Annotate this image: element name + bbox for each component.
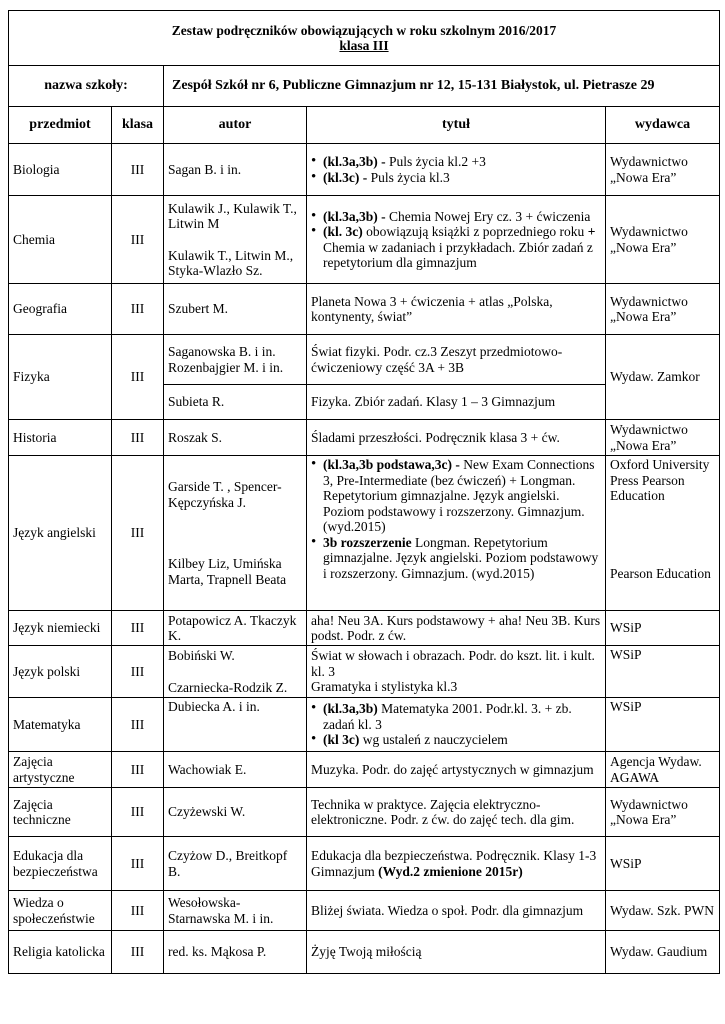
book-title: Świat w słowach i obrazach. Podr. do kszt. lit. i kult. kl. 3 <box>311 648 595 679</box>
class-cell: III <box>112 931 164 974</box>
subject-cell: Zajęcia artystyczne <box>9 752 112 788</box>
list-item <box>311 224 601 271</box>
table-row <box>9 196 720 284</box>
author-cell: Subieta R. <box>164 385 307 420</box>
header-subject: przedmiot <box>9 107 112 144</box>
table-row <box>9 752 720 788</box>
publisher-cell: Wydaw. Szk. PWN <box>606 891 720 931</box>
title-line-1: Zestaw podręczników obowiązujących w roku szkolnym 2016/2017 <box>171 22 557 38</box>
publisher-cell <box>606 456 720 611</box>
book-title: wg ustaleń z nauczycielem <box>359 732 508 748</box>
subject-cell: Historia <box>9 420 112 456</box>
plus-sign: + <box>587 224 596 239</box>
class-cell: III <box>112 335 164 420</box>
author-2: Kilbey Liz, Umińska Marta, Trapnell Beata <box>168 556 287 587</box>
book-title: Edukacja dla bezpieczeństwa. Podręcznik. Klasy 1-3 Gimnazjum <box>311 848 597 879</box>
table-row <box>9 646 720 698</box>
title-line-2: klasa III <box>339 38 389 53</box>
publisher-cell: WSiP <box>606 698 720 752</box>
class-cell: III <box>112 891 164 931</box>
subject-cell: Geografia <box>9 284 112 335</box>
author-1: Bobiński W. <box>168 648 235 663</box>
table-row <box>9 698 720 752</box>
publisher-cell: WSiP <box>606 646 720 698</box>
author-cell: Czyżewski W. <box>164 788 307 837</box>
author-2: Kulawik T., Litwin M., Styka-Wlazło Sz. <box>168 247 294 278</box>
author-cell <box>164 196 307 284</box>
class-cell: III <box>112 752 164 788</box>
subject-cell: Religia katolicka <box>9 931 112 974</box>
author-cell: Roszak S. <box>164 420 307 456</box>
publisher-1: Oxford University Press Pearson Education <box>610 457 710 503</box>
author-cell: Sagan B. i in. <box>164 144 307 196</box>
title-cell: Świat fizyki. Podr. cz.3 Zeszyt przedmiotowo- ćwiczeniowy część 3A + 3B <box>307 335 606 385</box>
author-1: Kulawik J., Kulawik T., Litwin M <box>168 200 297 231</box>
class-group-label: (kl.3a,3b) - <box>323 154 386 169</box>
publisher-cell: Wydawnictwo „Nowa Era” <box>606 284 720 335</box>
title-cell: Bliżej świata. Wiedza o społ. Podr. dla gimnazjum <box>307 891 606 931</box>
school-name: Zespół Szkół nr 6, Publiczne Gimnazjum nr 12, 15-131 Białystok, ul. Pietrasze 29 <box>164 66 720 107</box>
author-cell: Saganowska B. i in. Rozenbajgier M. i in. <box>164 335 307 385</box>
document-title <box>9 11 720 66</box>
book-title: Gramatyka i stylistyka kl.3 <box>311 679 458 695</box>
header-title: tytuł <box>307 107 606 144</box>
class-cell: III <box>112 144 164 196</box>
author-2: Czarniecka-Rodzik Z. <box>168 679 288 695</box>
title-cell: Technika w praktyce. Zajęcia elektryczno- elektroniczne. Podr. z ćw. do zajęć tech. dla gim. <box>307 788 606 837</box>
publisher-cell: Wydaw. Zamkor <box>606 335 720 420</box>
publisher-cell: Wydawnictwo „Nowa Era” <box>606 420 720 456</box>
author-cell: Czyżow D., Breitkopf B. <box>164 837 307 891</box>
author-cell: Wesołowska- Starnawska M. i in. <box>164 891 307 931</box>
class-group-label: 3b rozszerzenie <box>323 534 412 550</box>
author-cell: red. ks. Mąkosa P. <box>164 931 307 974</box>
title-cell: Śladami przeszłości. Podręcznik klasa 3 + ćw. <box>307 420 606 456</box>
class-group-label: (kl 3c) <box>323 732 360 748</box>
book-title: Puls życia kl.2 +3 <box>385 154 486 169</box>
table-row <box>9 611 720 646</box>
class-cell: III <box>112 837 164 891</box>
title-cell <box>307 837 606 891</box>
class-cell: III <box>112 456 164 611</box>
author-cell: Wachowiak E. <box>164 752 307 788</box>
class-cell: III <box>112 284 164 335</box>
publisher-cell: Wydaw. Gaudium <box>606 931 720 974</box>
class-group-label: (kl.3a,3b podstawa,3c) - <box>323 457 460 472</box>
table-row <box>9 788 720 837</box>
title-cell <box>307 646 606 698</box>
title-cell: aha! Neu 3A. Kurs podstawowy + aha! Neu 3B. Kurs podst. Podr. z ćw. <box>307 611 606 646</box>
publisher-cell: Wydawnictwo „Nowa Era” <box>606 196 720 284</box>
publisher-cell: WSiP <box>606 837 720 891</box>
book-title: Longman. Repetytorium gimnazjalne. Język angielski. Poziom podstawowy i rozszerzony. Gimnazjum. (wyd.2015) <box>323 534 599 581</box>
list-item <box>311 701 601 732</box>
class-cell: III <box>112 646 164 698</box>
textbook-table <box>8 10 720 974</box>
publisher-cell: Wydawnictwo „Nowa Era” <box>606 788 720 837</box>
school-label: nazwa szkoły: <box>9 66 164 107</box>
class-cell: III <box>112 196 164 284</box>
class-group-label: (kl.3a,3b) <box>323 701 378 717</box>
title-cell <box>307 698 606 752</box>
publisher-cell: Wydawnictwo „Nowa Era” <box>606 144 720 196</box>
table-row <box>9 891 720 931</box>
subject-cell: Wiedza o społeczeństwie <box>9 891 112 931</box>
title-cell <box>307 144 606 196</box>
subject-cell: Język polski <box>9 646 112 698</box>
list-item <box>311 209 601 225</box>
subject-cell: Fizyka <box>9 335 112 420</box>
publisher-2: Pearson Education <box>610 565 711 581</box>
author-cell <box>164 456 307 611</box>
title-cell: Fizyka. Zbiór zadań. Klasy 1 – 3 Gimnazjum <box>307 385 606 420</box>
author-cell: Dubiecka A. i in. <box>164 698 307 752</box>
book-title: Chemia w zadaniach i przykładach. Zbiór zadań z repetytorium dla gimnazjum <box>323 239 593 270</box>
list-item <box>311 732 601 748</box>
table-row <box>9 144 720 196</box>
table-row <box>9 284 720 335</box>
list-item <box>311 154 601 170</box>
header-class: klasa <box>112 107 164 144</box>
class-group-label: (kl. 3c) <box>323 224 363 239</box>
author-cell: Potapowicz A. Tkaczyk K. <box>164 611 307 646</box>
class-cell: III <box>112 788 164 837</box>
book-title: New Exam Connections 3, Pre-Intermediate (bez ćwiczeń) + Longman. Repetytorium gimnazjalne. Język angielski. Poziom podstawowy i rozszerzony. Gimnazjum. (wyd.2015) <box>323 457 595 534</box>
author-cell <box>164 646 307 698</box>
table-header <box>9 107 720 144</box>
book-title: Puls życia kl.3 <box>367 169 450 185</box>
table-row <box>9 837 720 891</box>
class-group-label: (kl.3c) - <box>323 169 368 185</box>
table-row <box>9 931 720 974</box>
table-row <box>9 420 720 456</box>
publisher-cell: Agencja Wydaw. AGAWA <box>606 752 720 788</box>
edition-note: (Wyd.2 zmienione 2015r) <box>378 863 523 879</box>
subject-cell: Zajęcia techniczne <box>9 788 112 837</box>
subject-cell: Matematyka <box>9 698 112 752</box>
title-cell: Żyję Twoją miłością <box>307 931 606 974</box>
subject-cell: Chemia <box>9 196 112 284</box>
header-author: autor <box>164 107 307 144</box>
subject-cell: Język angielski <box>9 456 112 611</box>
author-1: Garside T. , Spencer- Kępczyńska J. <box>168 479 282 510</box>
title-cell: Muzyka. Podr. do zajęć artystycznych w gimnazjum <box>307 752 606 788</box>
class-cell: III <box>112 420 164 456</box>
class-cell: III <box>112 611 164 646</box>
table-row <box>9 335 720 385</box>
subject-cell: Język niemiecki <box>9 611 112 646</box>
title-cell <box>307 456 606 611</box>
publisher-cell: WSiP <box>606 611 720 646</box>
class-group-label: (kl.3a,3b) - <box>323 208 386 224</box>
title-cell <box>307 196 606 284</box>
book-title: Matematyka 2001. Podr.kl. 3. + zb. zadań kl. 3 <box>323 701 572 732</box>
list-item <box>311 170 601 186</box>
class-cell: III <box>112 698 164 752</box>
title-cell: Planeta Nowa 3 + ćwiczenia + atlas „Polska, kontynenty, świat” <box>307 284 606 335</box>
table-row <box>9 456 720 611</box>
list-item <box>311 457 601 535</box>
header-publisher: wydawca <box>606 107 720 144</box>
book-title: Chemia Nowej Ery cz. 3 + ćwiczenia <box>385 208 591 224</box>
author-cell: Szubert M. <box>164 284 307 335</box>
subject-cell: Biologia <box>9 144 112 196</box>
subject-cell: Edukacja dla bezpieczeństwa <box>9 837 112 891</box>
book-title: obowiązują książki z poprzedniego roku <box>362 224 588 239</box>
list-item <box>311 535 601 582</box>
